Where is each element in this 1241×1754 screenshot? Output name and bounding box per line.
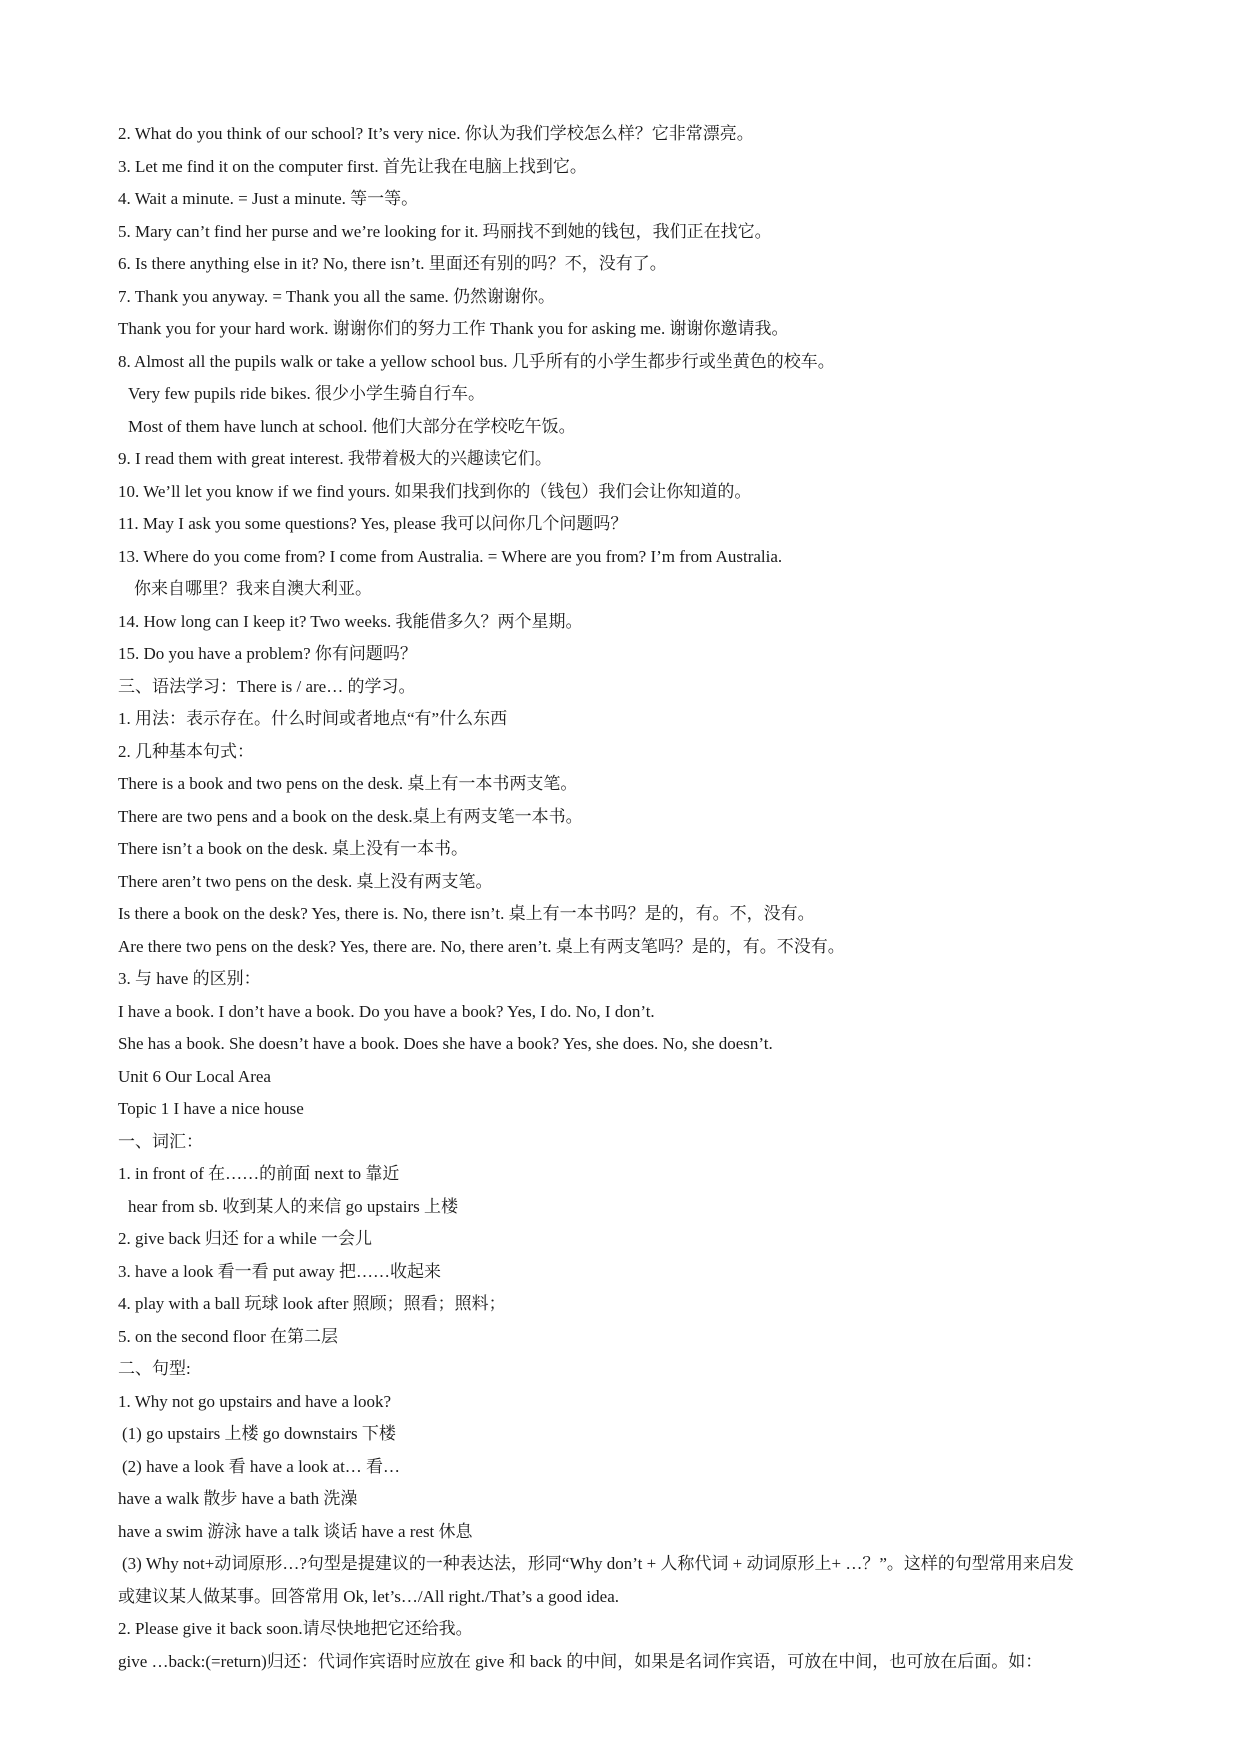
text-line: 9. I read them with great interest. 我带着极大的兴趣读它们。: [118, 449, 552, 468]
text-line: 8. Almost all the pupils walk or take a yellow school bus. 几乎所有的小学生都步行或坐黄色的校车。: [118, 352, 835, 371]
text-line: I have a book. I don’t have a book. Do you have a book? Yes, I do. No, I don’t.: [118, 1002, 655, 1021]
text-line: have a swim 游泳 have a talk 谈话 have a rest 休息: [118, 1522, 473, 1541]
text-line: 3. Let me find it on the computer first. 首先让我在电脑上找到它。: [118, 157, 587, 176]
text-line: give …back:(=return)归还：代词作宾语时应放在 give 和 back 的中间，如果是名词作宾语，可放在中间，也可放在后面。如：: [118, 1652, 1043, 1671]
text-line: 你来自哪里？我来自澳大利亚。: [134, 579, 372, 598]
text-line: 10. We’ll let you know if we find yours. 如果我们找到你的（钱包）我们会让你知道的。: [118, 482, 752, 501]
text-line: 1. Why not go upstairs and have a look?: [118, 1392, 392, 1411]
text-line: hear from sb. 收到某人的来信 go upstairs 上楼: [128, 1197, 459, 1216]
text-line: 5. on the second floor 在第二层: [118, 1327, 339, 1346]
text-line: have a walk 散步 have a bath 洗澡: [118, 1489, 358, 1508]
text-line: (2) have a look 看 have a look at… 看…: [122, 1457, 401, 1476]
text-line: There isn’t a book on the desk. 桌上没有一本书。: [118, 839, 469, 858]
topic-title: Topic 1 I have a nice house: [118, 1099, 304, 1118]
text-line: 1. 用法：表示存在。什么时间或者地点“有”什么东西: [118, 709, 508, 728]
text-line: 3. have a look 看一看 put away 把……收起来: [118, 1262, 441, 1281]
unit-title: Unit 6 Our Local Area: [118, 1067, 271, 1086]
text-line: Is there a book on the desk? Yes, there is. No, there isn’t. 桌上有一本书吗？是的，有。不，没有。: [118, 904, 815, 923]
text-line: Very few pupils ride bikes. 很少小学生骑自行车。: [128, 384, 485, 403]
text-line: There aren’t two pens on the desk. 桌上没有两支笔。: [118, 872, 493, 891]
text-line: 14. How long can I keep it? Two weeks. 我能借多久？两个星期。: [118, 612, 583, 631]
section-heading: 二、句型:: [118, 1359, 191, 1378]
section-heading: 一、词汇：: [118, 1132, 203, 1151]
text-line: 2. give back 归还 for a while 一会儿: [118, 1229, 372, 1248]
text-line: She has a book. She doesn’t have a book. Does she have a book? Yes, she does. No, she doesn’t.: [118, 1034, 773, 1053]
text-line: 13. Where do you come from? I come from Australia. = Where are you from? I’m from Australia.: [118, 547, 783, 566]
text-line: Are there two pens on the desk? Yes, there are. No, there aren’t. 桌上有两支笔吗？是的，有。不没有。: [118, 937, 845, 956]
text-line: (1) go upstairs 上楼 go downstairs 下楼: [122, 1424, 396, 1443]
text-line: 1. in front of 在……的前面 next to 靠近: [118, 1164, 400, 1183]
text-line: Thank you for your hard work. 谢谢你们的努力工作 Thank you for asking me. 谢谢你邀请我。: [118, 319, 789, 338]
text-line: There are two pens and a book on the desk.桌上有两支笔一本书。: [118, 807, 583, 826]
text-line: 或建议某人做某事。回答常用 Ok, let’s…/All right./That’s a good idea.: [118, 1587, 619, 1606]
text-line: 2. 几种基本句式：: [118, 742, 254, 761]
text-line: 2. Please give it back soon.请尽快地把它还给我。: [118, 1619, 473, 1638]
text-line: 5. Mary can’t find her purse and we’re looking for it. 玛丽找不到她的钱包，我们正在找它。: [118, 222, 772, 241]
text-line: 7. Thank you anyway. = Thank you all the same. 仍然谢谢你。: [118, 287, 556, 306]
text-line: 2. What do you think of our school? It’s very nice. 你认为我们学校怎么样？它非常漂亮。: [118, 124, 754, 143]
text-line: 4. Wait a minute. = Just a minute. 等一等。: [118, 189, 419, 208]
text-line: (3) Why not+动词原形…?句型是提建议的一种表达法，形同“Why don’t + 人称代词 + 动词原形上+ …？”。这样的句型常用来启发: [122, 1554, 1074, 1573]
text-line: 3. 与 have 的区别：: [118, 969, 261, 988]
text-line: 15. Do you have a problem? 你有问题吗？: [118, 644, 417, 663]
text-line: There is a book and two pens on the desk. 桌上有一本书两支笔。: [118, 774, 578, 793]
text-line: 4. play with a ball 玩球 look after 照顾；照看；照料；: [118, 1294, 506, 1313]
text-line: Most of them have lunch at school. 他们大部分在学校吃午饭。: [128, 417, 576, 436]
section-heading: 三、语法学习：There is / are… 的学习。: [118, 677, 416, 696]
text-line: 6. Is there anything else in it? No, there isn’t. 里面还有别的吗？不，没有了。: [118, 254, 667, 273]
text-line: 11. May I ask you some questions? Yes, please 我可以问你几个问题吗？: [118, 514, 628, 533]
